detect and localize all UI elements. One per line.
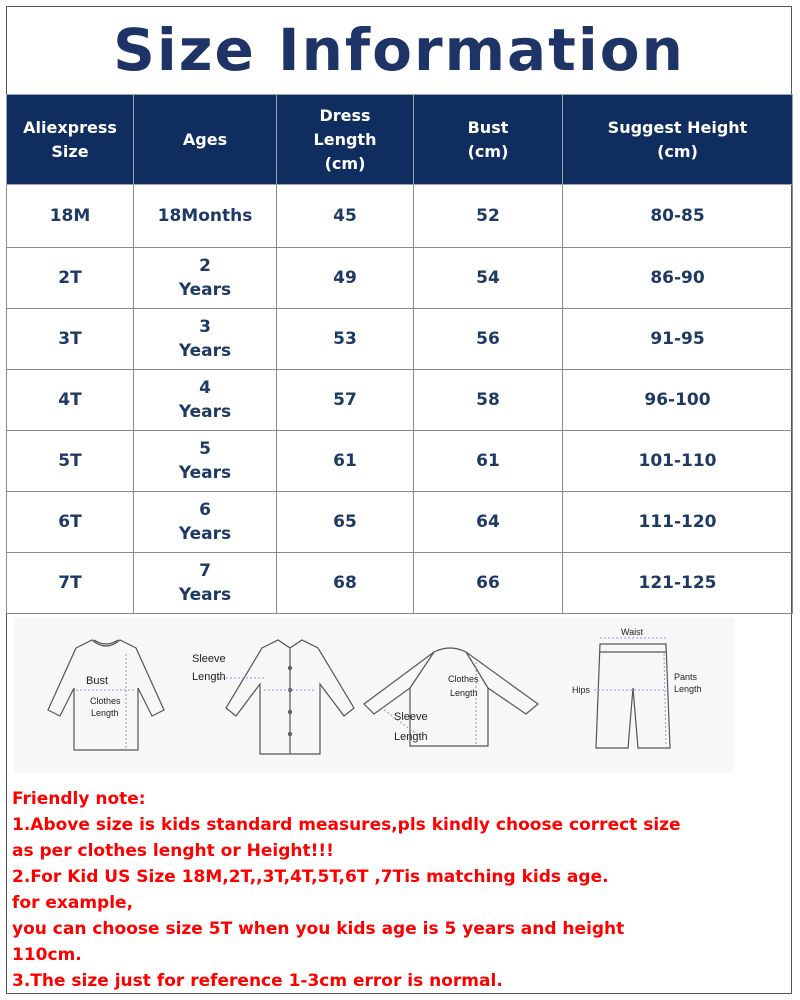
- table-header-row: [7, 95, 793, 185]
- cell-bust: 61: [414, 431, 563, 492]
- header-dress-length: Dress Length (cm): [277, 95, 414, 185]
- pants-hips-label: Hips: [572, 685, 591, 695]
- table-row: [7, 185, 793, 248]
- friendly-note: [12, 786, 787, 994]
- measurement-diagram: [14, 618, 734, 773]
- header-ages: Ages: [134, 95, 277, 185]
- cell-size: 7T: [7, 553, 134, 614]
- cell-length: 53: [277, 309, 414, 370]
- note-line: 1.Above size is kids standard measures,pls kindly choose correct size: [12, 815, 681, 835]
- pants-illustration: [596, 644, 670, 748]
- cell-size: 6T: [7, 492, 134, 553]
- note-line: 110cm.: [12, 945, 82, 965]
- table-row: [7, 431, 793, 492]
- cell-age: 4 Years: [134, 370, 277, 431]
- cell-height: 80-85: [563, 185, 793, 248]
- shirt-length-label: Length: [192, 671, 226, 683]
- cell-height: 86-90: [563, 248, 793, 309]
- raglan-clothes-label: Clothes: [448, 674, 479, 684]
- cell-bust: 66: [414, 553, 563, 614]
- table-row: [7, 309, 793, 370]
- note-line: as per clothes lenght or Height!!!: [12, 841, 334, 861]
- header-suggest-height: Suggest Height (cm): [563, 95, 793, 185]
- cell-size: 2T: [7, 248, 134, 309]
- header-size: Aliexpress Size: [7, 95, 134, 185]
- raglan-sleeve-length-label: Length: [394, 731, 428, 743]
- page-title: Size Information: [113, 16, 685, 84]
- cell-bust: 52: [414, 185, 563, 248]
- pants-pants-label: Pants: [674, 672, 698, 682]
- cell-bust: 54: [414, 248, 563, 309]
- cell-age: 7 Years: [134, 553, 277, 614]
- cell-length: 61: [277, 431, 414, 492]
- cell-size: 18M: [7, 185, 134, 248]
- table-row: [7, 553, 793, 614]
- cell-length: 57: [277, 370, 414, 431]
- cell-size: 4T: [7, 370, 134, 431]
- shirt-illustration: [226, 640, 354, 754]
- cell-bust: 58: [414, 370, 563, 431]
- table-row: [7, 492, 793, 553]
- header-bust: Bust (cm): [414, 95, 563, 185]
- tshirt-bust-label: Bust: [86, 675, 109, 687]
- cell-length: 49: [277, 248, 414, 309]
- cell-age: 5 Years: [134, 431, 277, 492]
- cell-length: 65: [277, 492, 414, 553]
- table-row: [7, 370, 793, 431]
- cell-height: 111-120: [563, 492, 793, 553]
- cell-age: 18Months: [134, 185, 277, 248]
- tshirt-illustration: [48, 640, 164, 750]
- table-row: [7, 248, 793, 309]
- tshirt-length-label: Length: [91, 708, 119, 718]
- cell-bust: 64: [414, 492, 563, 553]
- cell-height: 96-100: [563, 370, 793, 431]
- cell-size: 3T: [7, 309, 134, 370]
- note-heading: Friendly note:: [12, 789, 146, 809]
- raglan-sleeve-label: Sleeve: [394, 711, 428, 723]
- shirt-sleeve-label: Sleeve: [192, 653, 226, 665]
- note-line: you can choose size 5T when you kids age is 5 years and height: [12, 919, 625, 939]
- cell-age: 3 Years: [134, 309, 277, 370]
- cell-height: 121-125: [563, 553, 793, 614]
- cell-length: 68: [277, 553, 414, 614]
- cell-length: 45: [277, 185, 414, 248]
- cell-size: 5T: [7, 431, 134, 492]
- cell-height: 101-110: [563, 431, 793, 492]
- tshirt-clothes-label: Clothes: [90, 696, 121, 706]
- pants-length-label: Length: [674, 684, 702, 694]
- raglan-length-label: Length: [450, 688, 478, 698]
- cell-age: 2 Years: [134, 248, 277, 309]
- note-line: 3.The size just for reference 1-3cm error is normal.: [12, 971, 503, 991]
- pants-waist-label: Waist: [621, 627, 644, 637]
- cell-age: 6 Years: [134, 492, 277, 553]
- note-line: 2.For Kid US Size 18M,2T,,3T,4T,5T,6T ,7Tis matching kids age.: [12, 867, 609, 887]
- note-line: for example,: [12, 893, 134, 913]
- size-table: [6, 94, 793, 614]
- cell-bust: 56: [414, 309, 563, 370]
- cell-height: 91-95: [563, 309, 793, 370]
